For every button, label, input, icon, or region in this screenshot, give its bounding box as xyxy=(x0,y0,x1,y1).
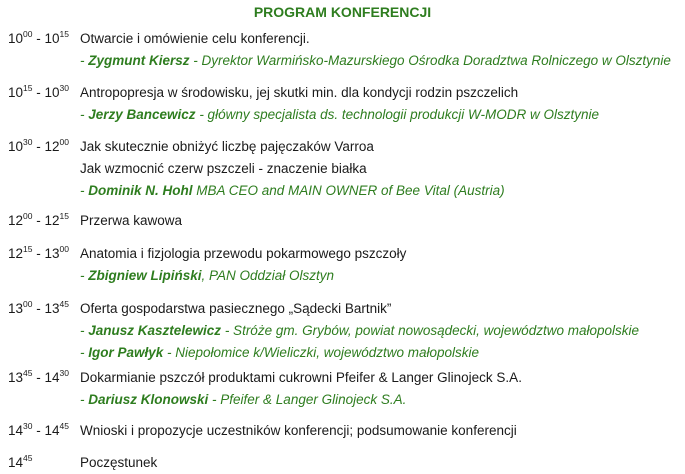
speaker-name: Janusz Kasztelewicz xyxy=(88,323,222,338)
speaker-line xyxy=(80,107,599,122)
time-separator: - xyxy=(32,301,45,316)
start-minute: 00 xyxy=(23,28,33,39)
speaker-dash: - xyxy=(80,268,89,283)
time-range xyxy=(8,28,69,46)
time-range xyxy=(8,243,69,261)
agenda-topic: Dokarmianie pszczół produktami cukrowni Pfeifer & Langer Glinojeck S.A. xyxy=(80,370,522,385)
start-hour: 10 xyxy=(8,85,24,100)
start-hour: 14 xyxy=(8,455,24,470)
time-separator: - xyxy=(32,85,45,100)
time-range xyxy=(8,367,69,385)
speaker-role: , PAN Oddział Olsztyn xyxy=(201,268,335,283)
speaker-line xyxy=(80,53,671,68)
end-hour: 14 xyxy=(44,423,60,438)
time-separator: - xyxy=(32,139,45,154)
speaker-role: MBA CEO and MAIN OWNER of Bee Vital (Austria) xyxy=(192,183,505,198)
speaker-name: Zbigniew Lipiński xyxy=(88,268,202,283)
speaker-dash: - xyxy=(80,345,89,360)
agenda-topic: Antropopresja w środowisku, jej skutki min. dla kondycji rodzin pszczelich xyxy=(80,85,519,100)
agenda-topic: Anatomia i fizjologia przewodu pokarmowego pszczoły xyxy=(80,246,407,261)
speaker-dash: - xyxy=(80,183,89,198)
start-hour: 13 xyxy=(8,370,24,385)
time-range xyxy=(8,136,69,154)
speaker-role: - Stróże gm. Grybów, powiat nowosądecki, województwo małopolskie xyxy=(221,323,639,338)
start-minute: 30 xyxy=(23,420,33,431)
speaker-line xyxy=(80,345,479,360)
end-hour: 10 xyxy=(44,85,60,100)
page-title: PROGRAM KONFERENCJI xyxy=(253,4,432,20)
time-range xyxy=(8,452,33,470)
speaker-line xyxy=(80,323,639,338)
start-minute: 45 xyxy=(23,367,33,378)
time-range xyxy=(8,420,69,438)
time-separator: - xyxy=(32,213,45,228)
speaker-name: Zygmunt Kiersz xyxy=(88,53,190,68)
agenda-topic: Przerwa kawowa xyxy=(80,213,183,228)
end-minute: 30 xyxy=(59,82,69,93)
speaker-role: - Dyrektor Warmińsko-Mazurskiego Ośrodka Doradztwa Rolniczego w Olsztynie xyxy=(189,53,671,68)
agenda-topic: Poczęstunek xyxy=(80,455,158,470)
speaker-line xyxy=(80,183,505,198)
end-hour: 10 xyxy=(44,31,60,46)
end-minute: 00 xyxy=(59,243,69,254)
time-separator: - xyxy=(32,246,45,261)
start-minute: 15 xyxy=(23,82,33,93)
end-hour: 13 xyxy=(44,301,60,316)
speaker-dash: - xyxy=(80,392,89,407)
end-hour: 12 xyxy=(44,139,60,154)
start-hour: 13 xyxy=(8,301,24,316)
start-hour: 14 xyxy=(8,423,24,438)
start-hour: 12 xyxy=(8,213,24,228)
speaker-name: Igor Pawłyk xyxy=(88,345,164,360)
start-hour: 10 xyxy=(8,31,24,46)
speaker-name: Dominik N. Hohl xyxy=(88,183,193,198)
start-hour: 10 xyxy=(8,139,24,154)
end-minute: 15 xyxy=(59,28,69,39)
speaker-dash: - xyxy=(80,53,89,68)
speaker-role: - główny specjalista ds. technologii produkcji W-MODR w Olsztynie xyxy=(195,107,599,122)
end-hour: 12 xyxy=(44,213,60,228)
speaker-name: Jerzy Bancewicz xyxy=(88,107,196,122)
start-hour: 12 xyxy=(8,246,24,261)
time-range xyxy=(8,82,69,100)
start-minute: 30 xyxy=(23,136,33,147)
end-minute: 30 xyxy=(59,367,69,378)
start-minute: 15 xyxy=(23,243,33,254)
time-range xyxy=(8,210,69,228)
speaker-line xyxy=(80,392,406,407)
agenda-topic: Otwarcie i omówienie celu konferencji. xyxy=(80,31,310,46)
speaker-name: Dariusz Klonowski xyxy=(88,392,209,407)
time-range xyxy=(8,298,69,316)
end-minute: 45 xyxy=(59,420,69,431)
end-hour: 13 xyxy=(44,246,60,261)
start-minute: 00 xyxy=(23,210,33,221)
speaker-role: - Pfeifer & Langer Glinojeck S.A. xyxy=(208,392,407,407)
end-minute: 15 xyxy=(59,210,69,221)
agenda-topic: Wnioski i propozycje uczestników konferencji; podsumowanie konferencji xyxy=(80,423,517,438)
time-separator: - xyxy=(32,31,45,46)
agenda-topic: Jak wzmocnić czerw pszczeli - znaczenie białka xyxy=(80,161,367,176)
end-minute: 45 xyxy=(59,298,69,309)
speaker-dash: - xyxy=(80,323,89,338)
agenda-topic: Oferta gospodarstwa pasiecznego „Sądecki Bartnik” xyxy=(80,301,392,316)
speaker-dash: - xyxy=(80,107,89,122)
time-separator: - xyxy=(32,423,45,438)
agenda-topic: Jak skutecznie obniżyć liczbę pajęczaków Varroa xyxy=(80,139,374,154)
time-separator: - xyxy=(32,370,45,385)
speaker-line xyxy=(80,268,334,283)
start-minute: 45 xyxy=(23,452,33,463)
speaker-role: - Niepołomice k/Wieliczki, województwo małopolskie xyxy=(163,345,480,360)
end-minute: 00 xyxy=(59,136,69,147)
start-minute: 00 xyxy=(23,298,33,309)
end-hour: 14 xyxy=(44,370,60,385)
